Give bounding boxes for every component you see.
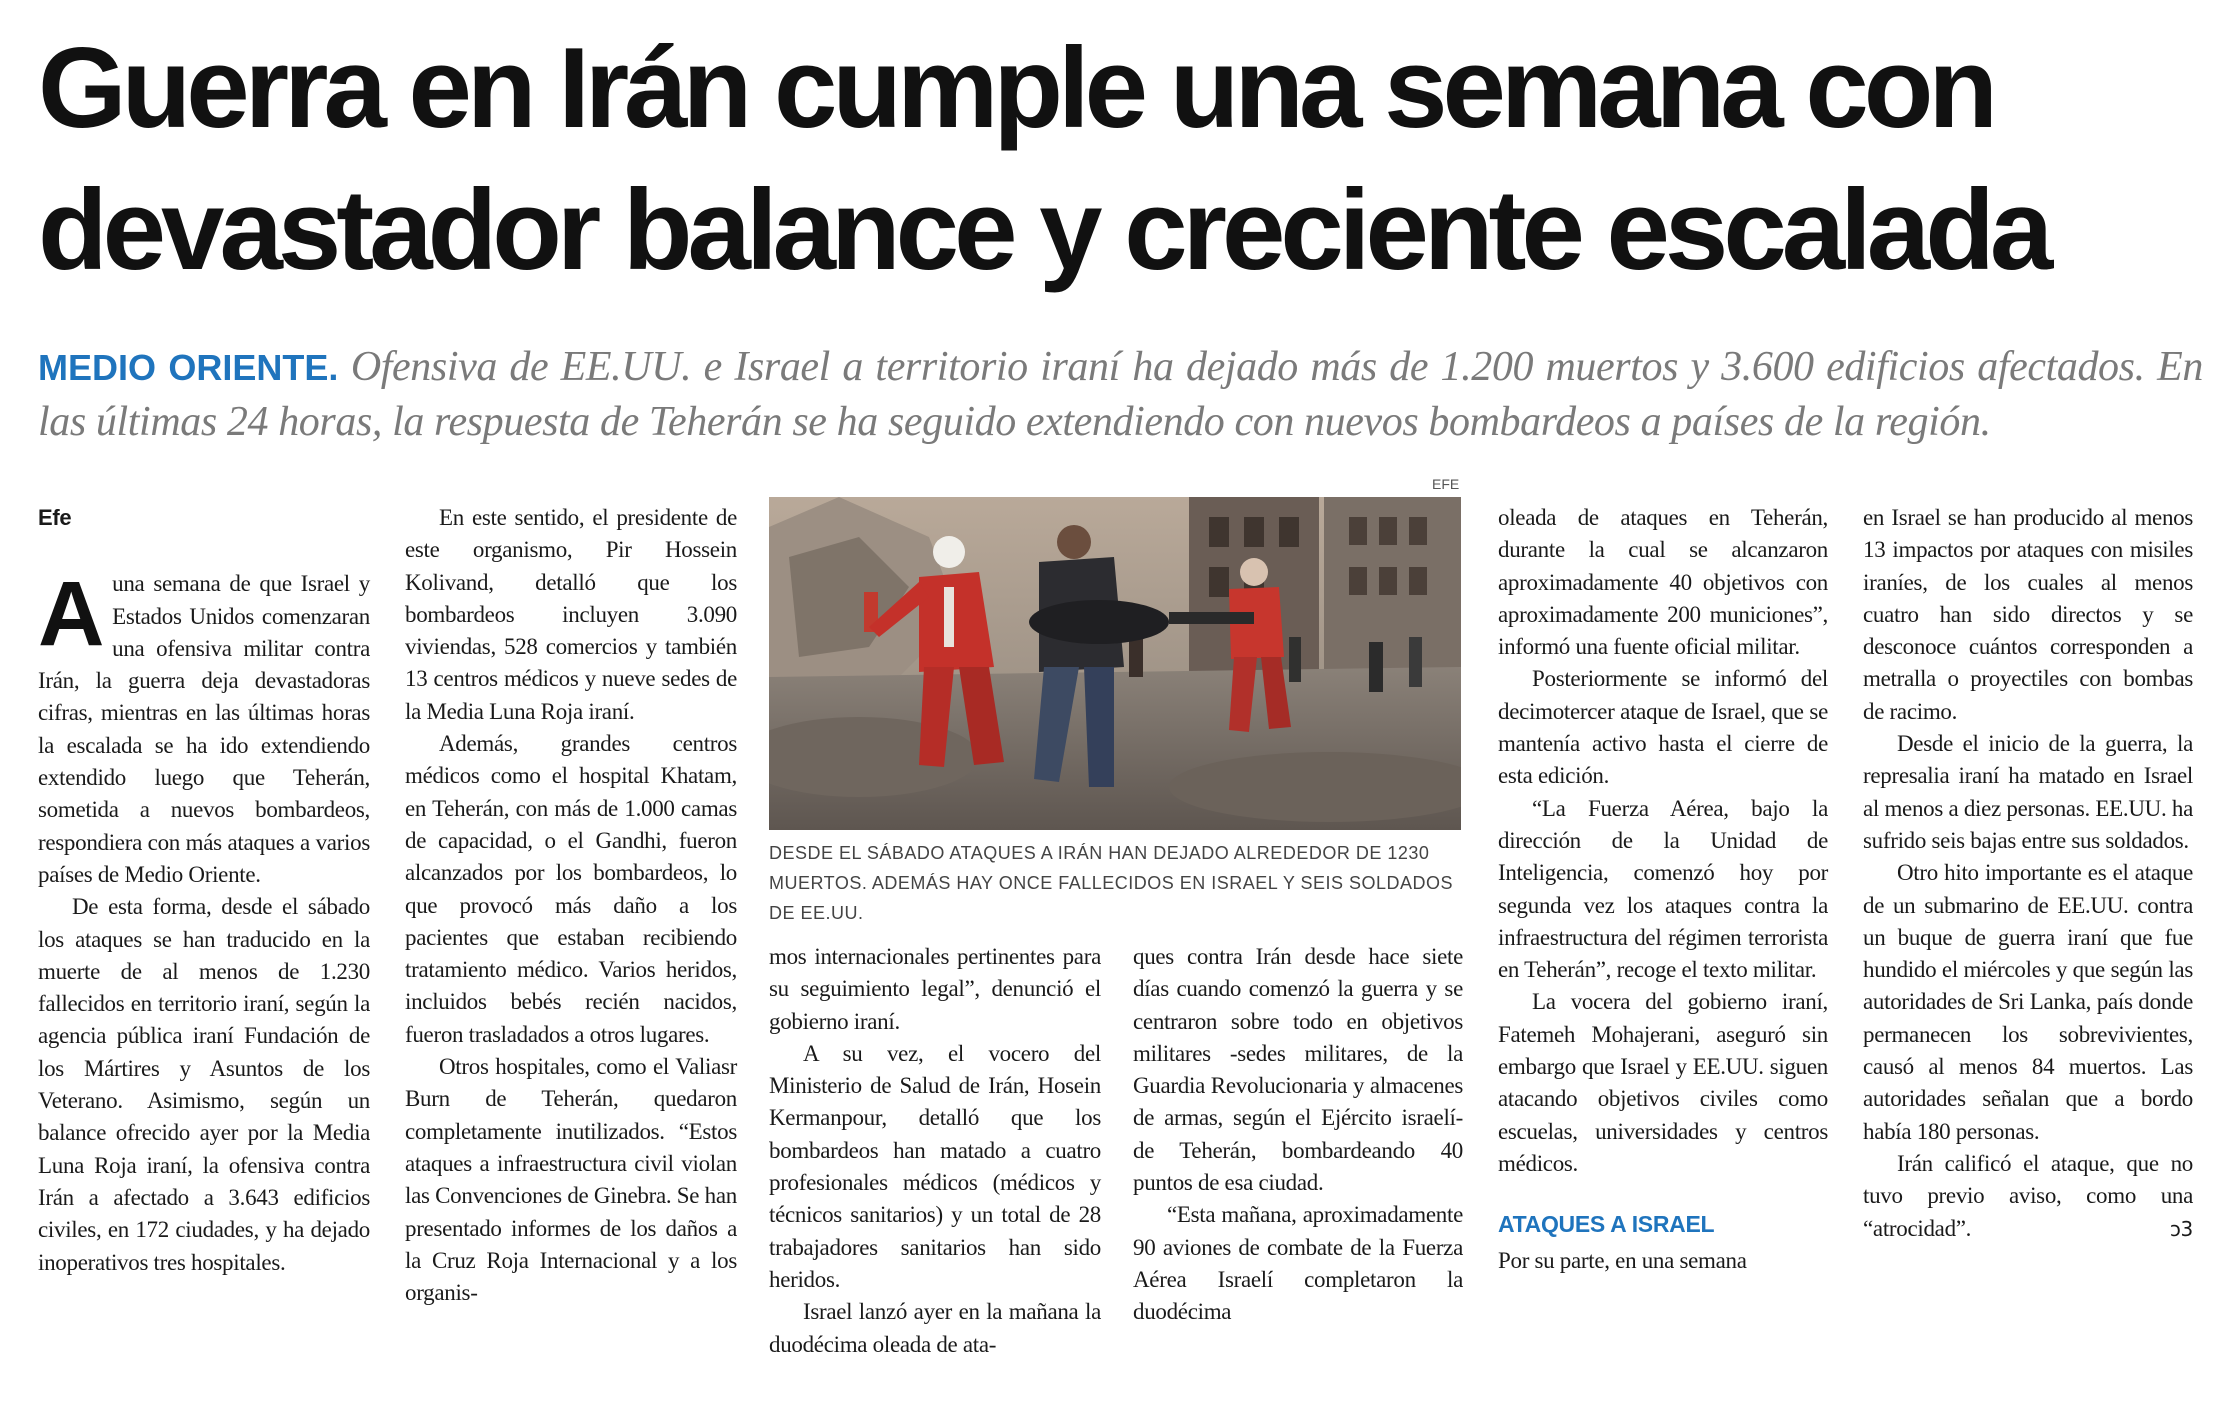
section-kicker: MEDIO ORIENTE. <box>38 347 339 388</box>
subhead-text: Ofensiva de EE.UU. e Israel a territorio iraní ha dejado más de 1.200 muertos y 3.600 edificios afectados. En las últimas 24 horas, la respuesta de Teherán se ha seguido extendiendo con nuevos bombardeos a países de la región. <box>38 344 2204 445</box>
headline <box>38 18 2208 302</box>
closing-paragraph-text: Irán calificó el ataque, que no tuvo previo aviso, como una “atrocidad”. <box>1863 1150 2193 1241</box>
headline-line-1: Guerra en Irán cumple una semana con <box>38 25 1994 152</box>
byline: Efe <box>38 505 72 530</box>
paragraph: oleada de ataques en Teherán, durante la cual se alcanzaron aproximadamente 40 objetivos con aproximadamente 200 municiones”, informó una fuente oficial militar. <box>1498 505 1828 660</box>
column-1 <box>38 502 370 1279</box>
paragraph: Israel lanzó ayer en la mañana la duodécima oleada de ata- <box>769 1299 1101 1357</box>
paragraph: “Esta mañana, aproximadamente 90 aviones de combate de la Fuerza Aérea Israelí completaron la duodécima <box>1133 1202 1463 1325</box>
paragraph: La vocera del gobierno iraní, Fatemeh Mohajerani, aseguró sin embargo que Israel y EE.UU. siguen atacando objetivos civiles como escuelas, universidades y centros médicos. <box>1498 989 1828 1176</box>
paragraph: Desde el inicio de la guerra, la represalia iraní ha matado en Israel al menos a diez personas. EE.UU. ha sufrido seis bajas entre sus soldados. <box>1863 731 2193 853</box>
rescue-scene-image <box>769 497 1461 830</box>
paragraph: “La Fuerza Aérea, bajo la dirección de la Unidad de Inteligencia, comenzó hoy por segunda vez los ataques contra la infraestructura del régimen terrorista en Teherán”, recoge el texto militar. <box>1498 795 1828 983</box>
paragraph: ques contra Irán desde hace siete días cuando comenzó la guerra y se centraron sobre todo en objetivos militares -sedes militares, de la Guardia Revolucionaria y almacenes de armas, según el Ejército israelí- de Teherán, bombardeando 40 puntos de esa ciudad. <box>1133 944 1463 1196</box>
paragraph: Por su parte, en una semana <box>1498 1247 1747 1273</box>
lead-paragraph <box>38 563 370 891</box>
paragraph: A su vez, el vocero del Ministerio de Salud de Irán, Hosein Kermanpour, detalló que los bombardeos han matado a cuatro profesionales médicos (médicos y técnicos sanitarios) y un total de 28 trabajadores sanitarios han sido heridos. <box>769 1040 1101 1292</box>
column-5 <box>1498 502 1828 1277</box>
paragraph: De esta forma, desde el sábado los ataques se han traducido en la muerte de al menos de 1.230 fallecidos en territorio iraní, según la agencia pública iraní Fundación de los Mártires y Asuntos de los Veterano. Asimismo, según un balance ofrecido ayer por la Media Luna Roja iraní, la ofensiva contra Irán a afectado a 3.643 edificios civiles, en 172 ciudades, y ha dejado inoperativos tres hospitales. <box>38 894 370 1275</box>
photo-caption: DESDE EL SÁBADO ATAQUES A IRÁN HAN DEJADO ALREDEDOR DE 1230 MUERTOS. ADEMÁS HAY ONCE FALLECIDOS EN ISRAEL Y SEIS SOLDADOS DE EE.UU. <box>769 843 1454 923</box>
paragraph: Otros hospitales, como el Valiasr Burn de Teherán, quedaron completamente inutilizados. “Estos ataques a infraestructura civil violan las Convenciones de Ginebra. Se han presentado informes de los daños a la Cruz Roja Internacional y a los organis- <box>405 1054 737 1306</box>
column-6 <box>1863 502 2193 1245</box>
paragraph: Otro hito importante es el ataque de un submarino de EE.UU. contra un buque de guerra iraní que fue hundido el miércoles y que según las autoridades de Sri Lanka, país donde permanecen los sobrevivientes, causó al menos 84 muertos. Las autoridades señalan que a bordo había 180 personas. <box>1863 860 2193 1144</box>
drop-cap: A <box>38 563 105 666</box>
lead-paragraph-text: una semana de que Israel y Estados Unidos comenzaran una ofensiva militar contra Irán, la guerra deja devastadoras cifras, mientras en las últimas horas la escalada se ha ido extendiendo extendido luego que Teherán, sometida a nuevos bombardeos, respondiera con más ataques a varios países de Medio Oriente. <box>38 571 370 887</box>
news-photo <box>769 497 1461 830</box>
column-4 <box>1133 941 1463 1329</box>
column-2 <box>405 502 737 1309</box>
paragraph: En este sentido, el presidente de este organismo, Pir Hossein Kolivand, detalló que los bombardeos incluyen 3.090 viviendas, 528 comercios y también 13 centros médicos y nueve sedes de la Media Luna Roja iraní. <box>405 505 737 724</box>
section-subtitle: ATAQUES A ISRAEL <box>1498 1211 1715 1238</box>
subhead <box>38 340 2203 450</box>
end-mark-icon: ↄ3 <box>2169 1216 2193 1241</box>
headline-line-2: devastador balance y creciente escalada <box>38 167 2049 294</box>
column-3 <box>769 941 1101 1361</box>
photo-credit: EFE <box>1432 476 1460 492</box>
paragraph <box>1863 1148 2193 1245</box>
paragraph: Posteriormente se informó del decimotercer ataque de Israel, que se mantenía activo hasta el cierre de esta edición. <box>1498 666 1828 789</box>
paragraph: Además, grandes centros médicos como el hospital Khatam, en Teherán, con más de 1.000 camas de capacidad, o el Gandhi, fueron alcanzados por los bombardeos, lo que provocó más daño a los pacientes que estaban recibiendo tratamiento médico. Varios heridos, incluidos bebés recién nacidos, fueron trasladados a otros lugares. <box>405 731 737 1047</box>
paragraph: en Israel se han producido al menos 13 impactos por ataques con misiles iraníes, de los cuales al menos cuatro han sido directos y se desconoce cuántos corresponden a metralla o proyectiles con bombas de racimo. <box>1863 505 2193 724</box>
paragraph: mos internacionales pertinentes para su seguimiento legal”, denunció el gobierno iraní. <box>769 944 1101 1034</box>
